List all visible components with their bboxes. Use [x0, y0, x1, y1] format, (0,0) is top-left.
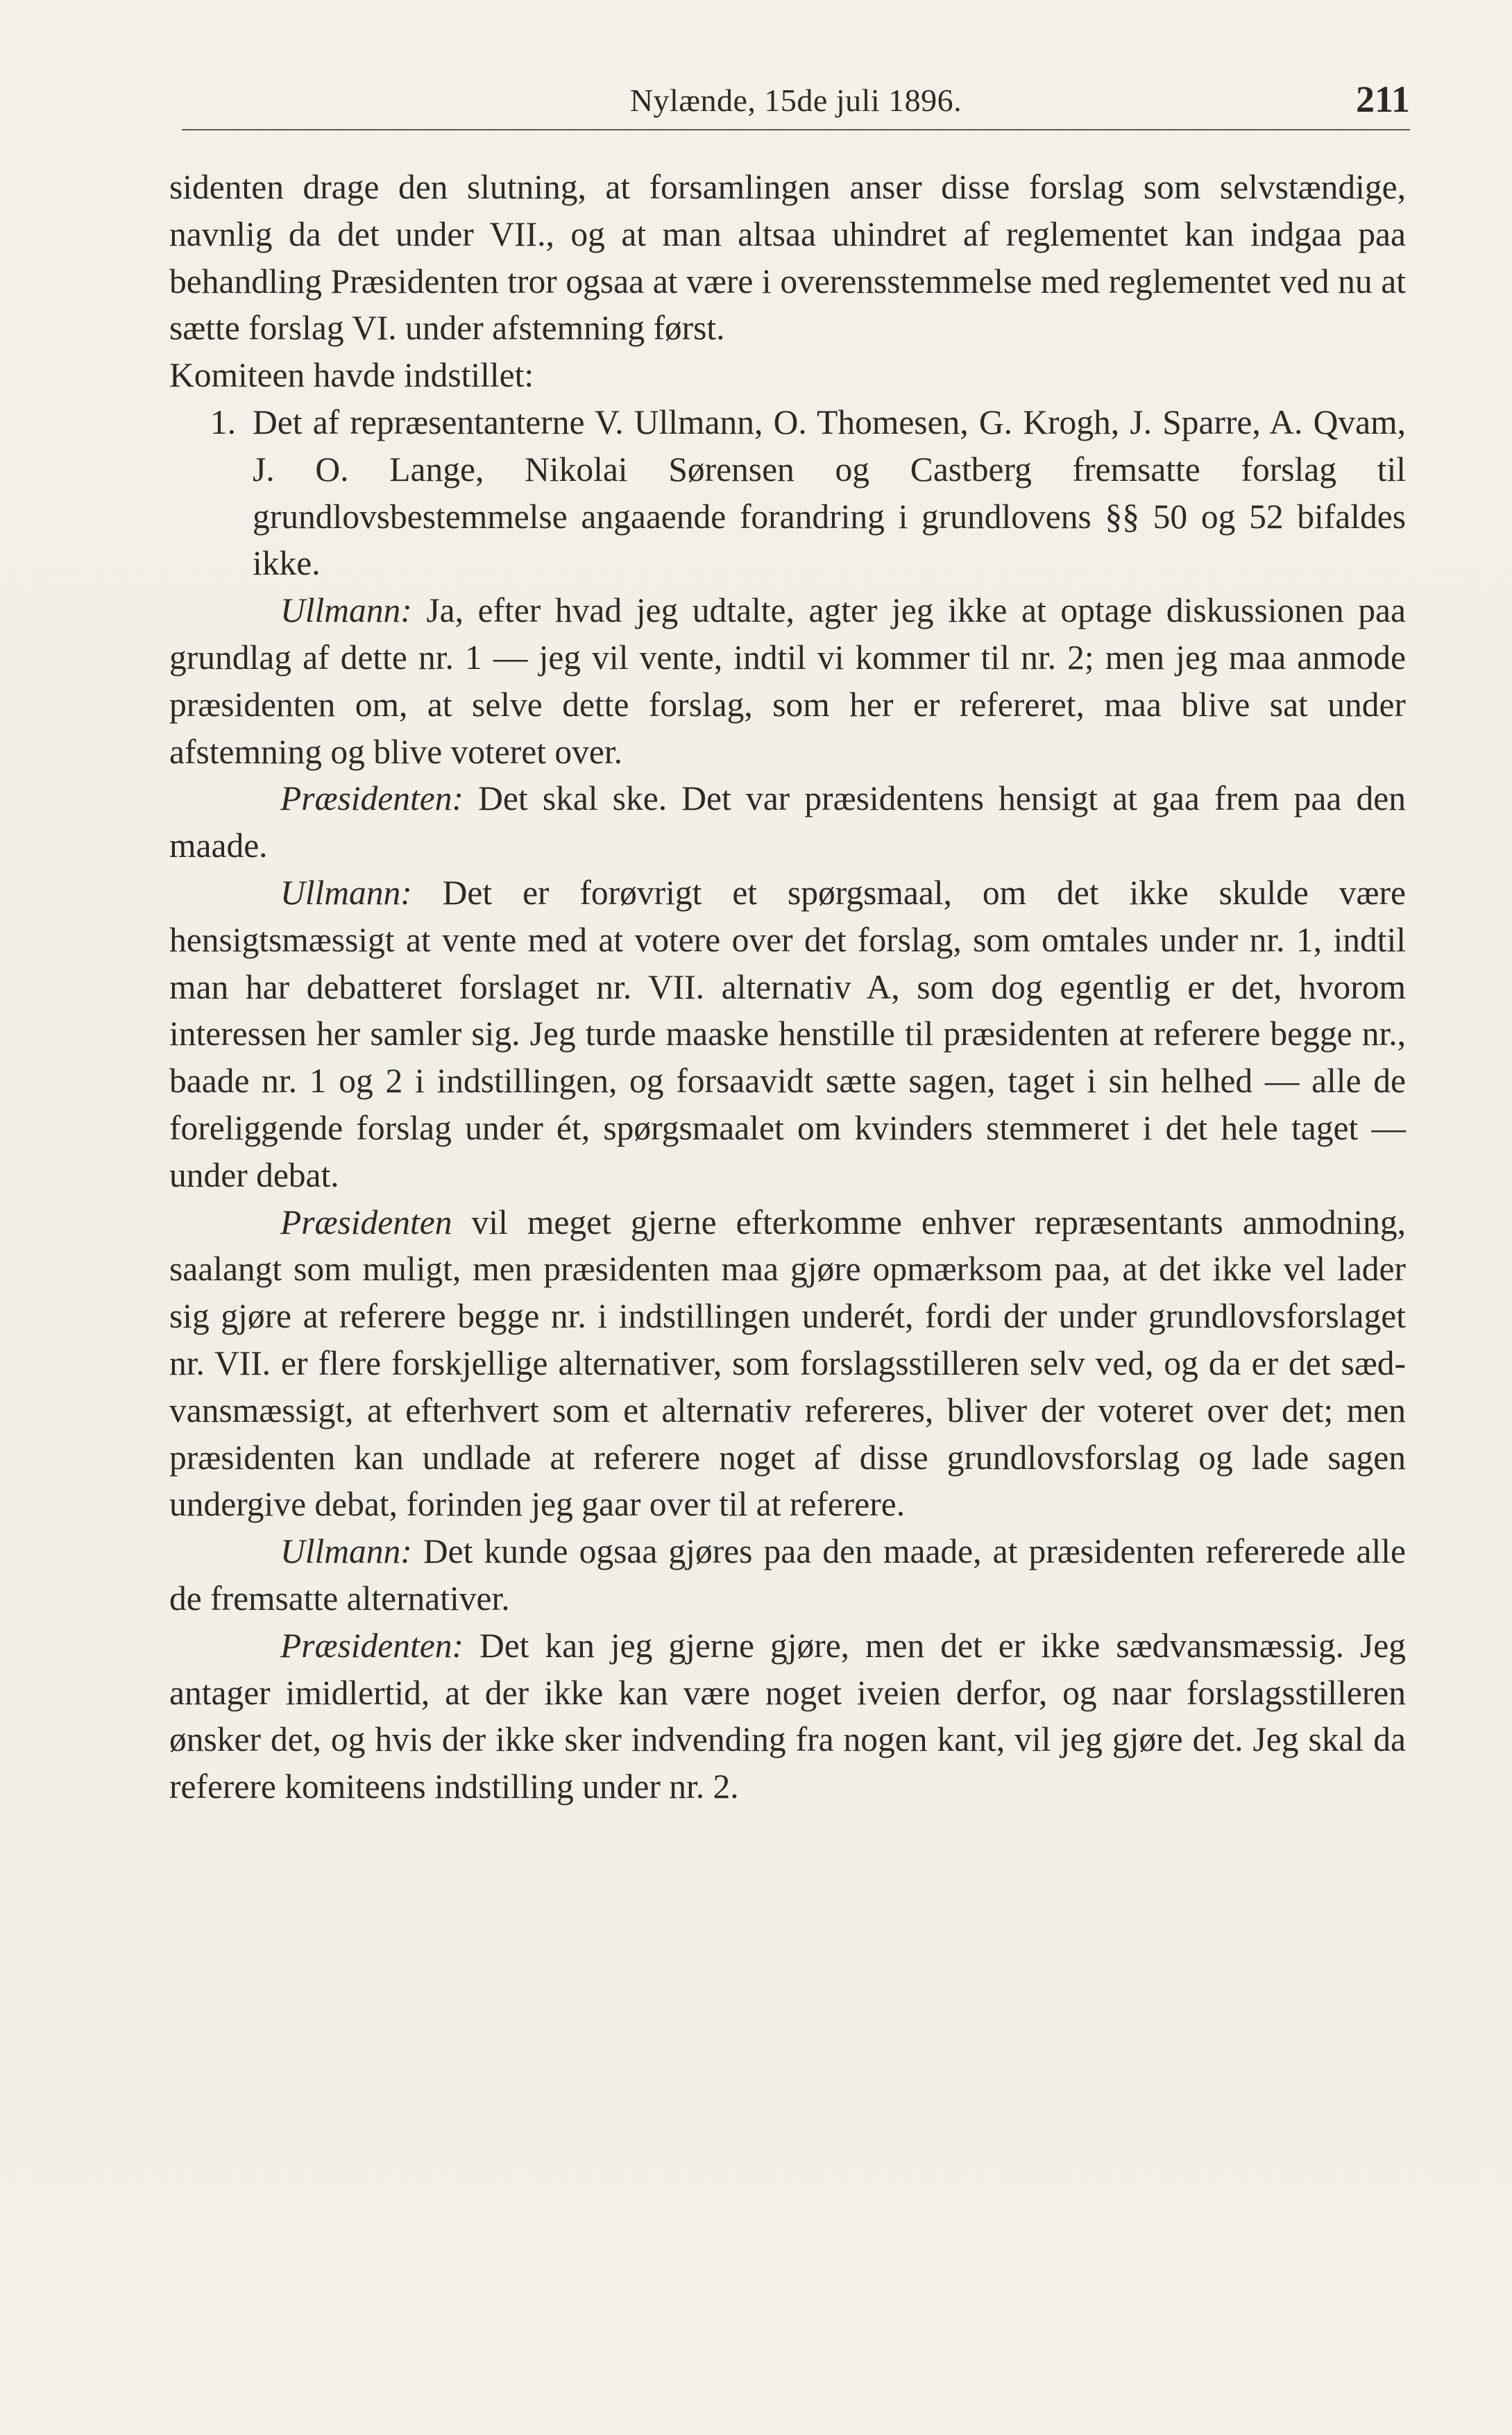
document-body: [169, 164, 1406, 1810]
speech-ullmann-3: [169, 1528, 1406, 1622]
speaker-name: Ullmann:: [280, 873, 412, 912]
speaker-name: Ullmann:: [280, 591, 412, 630]
speech-text: vil meget gjerne efterkomme enhver repræsentants anmodning, saalangt som muligt, men præsidenten maa gjøre opmærksom paa, at det ikke vel lader sig gjøre at referere begge nr. i indstillingen underét, fordi der under grundlovsforslaget nr. VII. er flere forskjellige alternativer, som forslagsstilleren selv ved, og da er det sædvansmæssigt, at efterhvert som et alternativ refereres, bliver der voteret over det; men præsidenten kan undlade at referere noget af disse grundlovsforslag og lade sagen undergive debat, forinden jeg gaar over til at referere.: [169, 1203, 1406, 1524]
header-rule: [182, 129, 1410, 130]
speech-text: Det kunde ogsaa gjøres paa den maade, at præsidenten refererede alle de fremsatte alternativer.: [169, 1532, 1406, 1618]
speaker-name: Præsidenten: [280, 1203, 452, 1241]
speech-praesidenten-1: [169, 775, 1406, 869]
paragraph-continuation: sidenten drage den slutning, at forsamlingen anser disse forslag som selvstændige, navnlig da det under VII., og at man altsaa uhindret af reglementet kan indgaa paa behandling Præsidenten tror ogsaa at være i overensstemmelse med reglementet ved nu at sætte forslag VI. under afstemning først.: [169, 168, 1406, 348]
running-title: Nylænde, 15de juli 1896.: [629, 83, 962, 118]
speech-praesidenten-2: [169, 1199, 1406, 1529]
speech-text: Det skal ske. Det var præsidentens hensigt at gaa frem paa den maade.: [169, 779, 1406, 865]
numbered-item: [169, 399, 1406, 587]
speech-ullmann-2: [169, 869, 1406, 1199]
page-number: 211: [1355, 78, 1410, 120]
speech-text: Det kan jeg gjerne gjøre, men det er ikke sædvansmæssig. Jeg antager imidlertid, at der ikke kan være noget iveien derfor, og naar forslagsstilleren ønsker det, og hvis der ikke sker indvending fra nogen kant, vil jeg gjøre det. Jeg skal da referere komiteens indstilling under nr. 2.: [169, 1626, 1406, 1806]
speech-ullmann-1: [169, 587, 1406, 775]
speaker-name: Præsidenten:: [280, 1626, 464, 1665]
speech-text: Ja, efter hvad jeg udtalte, agter jeg ikke at optage diskussionen paa grundlag af dette nr. 1 — jeg vil vente, indtil vi kommer til nr. 2; men jeg maa anmode præsidenten om, at selve dette forslag, som her er refereret, maa blive sat under afstemning og blive voteret over.: [169, 591, 1406, 771]
speech-text: Det er forøvrigt et spørgsmaal, om det ikke skulde være hensigtsmæssigt at vente med at votere over det forslag, som omtales under nr. 1, indtil man har debatteret forslaget nr. VII. alternativ A, som dog egentlig er det, hvorom interessen her samler sig. Jeg turde maaske henstille til præsidenten at referere begge nr., baade nr. 1 og 2 i indstillingen, og forsaavidt sætte sagen, taget i sin helhed — alle de foreliggende forslag under ét, spørgsmaalet om kvinders stemmeret i det hele taget — under debat.: [169, 873, 1406, 1194]
paragraph-komiteen: Komiteen havde indstillet:: [169, 356, 534, 395]
speech-praesidenten-3: [169, 1622, 1406, 1810]
speaker-name: Ullmann:: [280, 1532, 412, 1571]
item-number: 1.: [210, 402, 236, 441]
page-header: [182, 78, 1410, 132]
item-text: Det af repræsentanterne V. Ullmann, O. Thomesen, G. Krogh, J. Sparre, A. Qvam, J. O. Lange, Nikolai Sørensen og Castberg fremsatte forslag til grundlovsbestemmelse angaaende forandring i grundlovens §§ 50 og 52 bifaldes ikke.: [253, 402, 1406, 583]
speaker-name: Præsidenten:: [280, 779, 464, 818]
